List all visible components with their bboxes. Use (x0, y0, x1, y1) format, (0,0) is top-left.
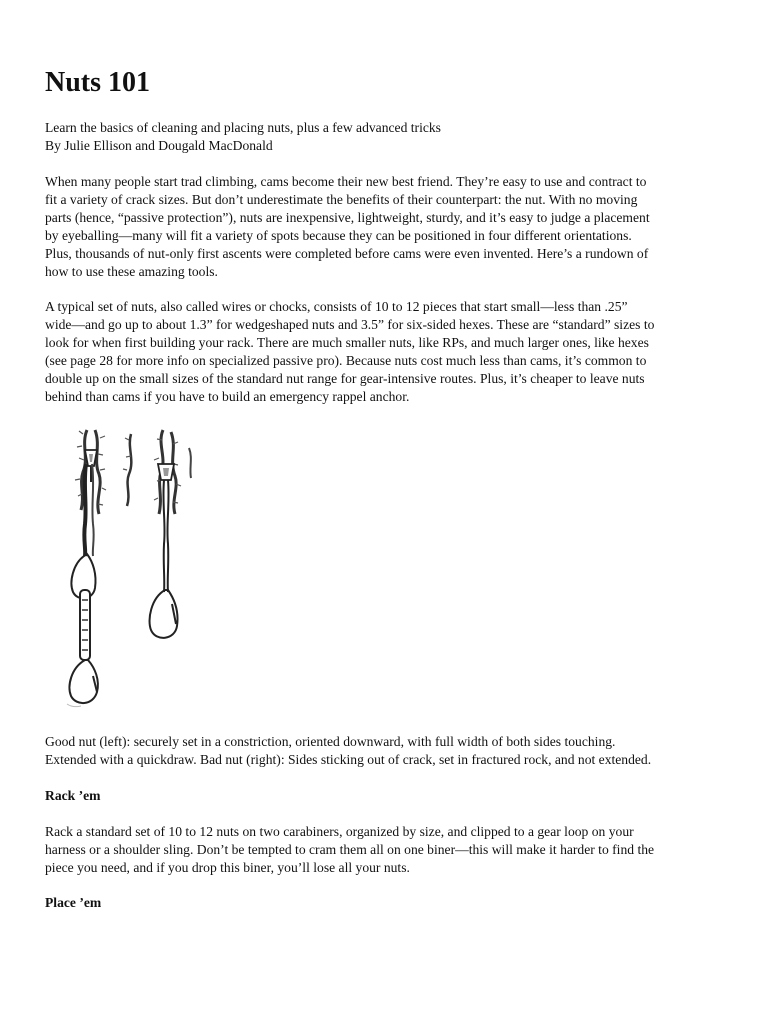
text-line: by eyeballing—many will fit a variety of spots because they can be positioned in four different orientations. (45, 228, 632, 243)
text-line: look for when first building your rack. There are much smaller nuts, like RPs, and much larger ones, like hexes (45, 335, 649, 350)
text-line: piece you need, and if you drop this biner, you’ll lose all your nuts. (45, 860, 410, 875)
section-heading-rack (45, 787, 725, 805)
text-line: A typical set of nuts, also called wires or chocks, consists of 10 to 12 pieces that start small—less than .25” (45, 299, 628, 314)
section-heading-place (45, 894, 725, 912)
figure-caption (45, 733, 725, 769)
bad-nut-carabiner (150, 590, 178, 638)
subtitle: Learn the basics of cleaning and placing nuts, plus a few advanced tricks (45, 120, 441, 135)
caption-line: Extended with a quickdraw. Bad nut (right): Sides sticking out of crack, set in fractured rock, and not extended. (45, 752, 652, 767)
nut-placement-illustration (45, 424, 215, 714)
paragraph-intro (45, 173, 725, 281)
heading-text: Place ’em (45, 895, 102, 910)
text-line: parts (hence, “passive protection”), nuts are inexpensive, lightweight, sturdy, and it’s easy to judge a placement (45, 210, 650, 225)
text-line: behind than cams if you have to build an emergency rappel anchor. (45, 389, 410, 404)
caption-line: Good nut (left): securely set in a constriction, oriented downward, with full width of both sides touching. (45, 734, 616, 749)
intro (45, 119, 725, 155)
text-line: fit a variety of crack sizes. But don’t underestimate the benefits of their counterpart: the nut. With no moving (45, 192, 638, 207)
text-line: harness or a shoulder sling. Don’t be tempted to cram them all on one biner—this will make it harder to find the (45, 842, 655, 857)
byline: By Julie Ellison and Dougald MacDonald (45, 138, 273, 153)
bad-nut-crack (123, 430, 191, 514)
text-line: When many people start trad climbing, cams become their new best friend. They’re easy to use and contract to (45, 174, 647, 189)
paragraph-sizes (45, 298, 725, 406)
text-line: wide—and go up to about 1.3” for wedgeshaped nuts and 3.5” for six-sided hexes. These are “standard” sizes to (45, 317, 655, 332)
paragraph-rack (45, 823, 725, 877)
heading-text: Rack ’em (45, 788, 101, 803)
page-title: Nuts 101 (45, 67, 151, 98)
text-line: how to use these amazing tools. (45, 264, 218, 279)
text-line: (see page 28 for more info on specialized passive pro). Because nuts cost much less than cams, it’s common to (45, 353, 647, 368)
text-line: Plus, thousands of nut-only first ascents were completed before cams were even invented. Here’s a rundown of (45, 246, 649, 261)
text-line: double up on the small sizes of the standard nut range for gear-intensive routes. Plus, it’s cheaper to leave nuts (45, 371, 645, 386)
text-line: Rack a standard set of 10 to 12 nuts on two carabiners, organized by size, and clipped to a gear loop on your (45, 824, 634, 839)
